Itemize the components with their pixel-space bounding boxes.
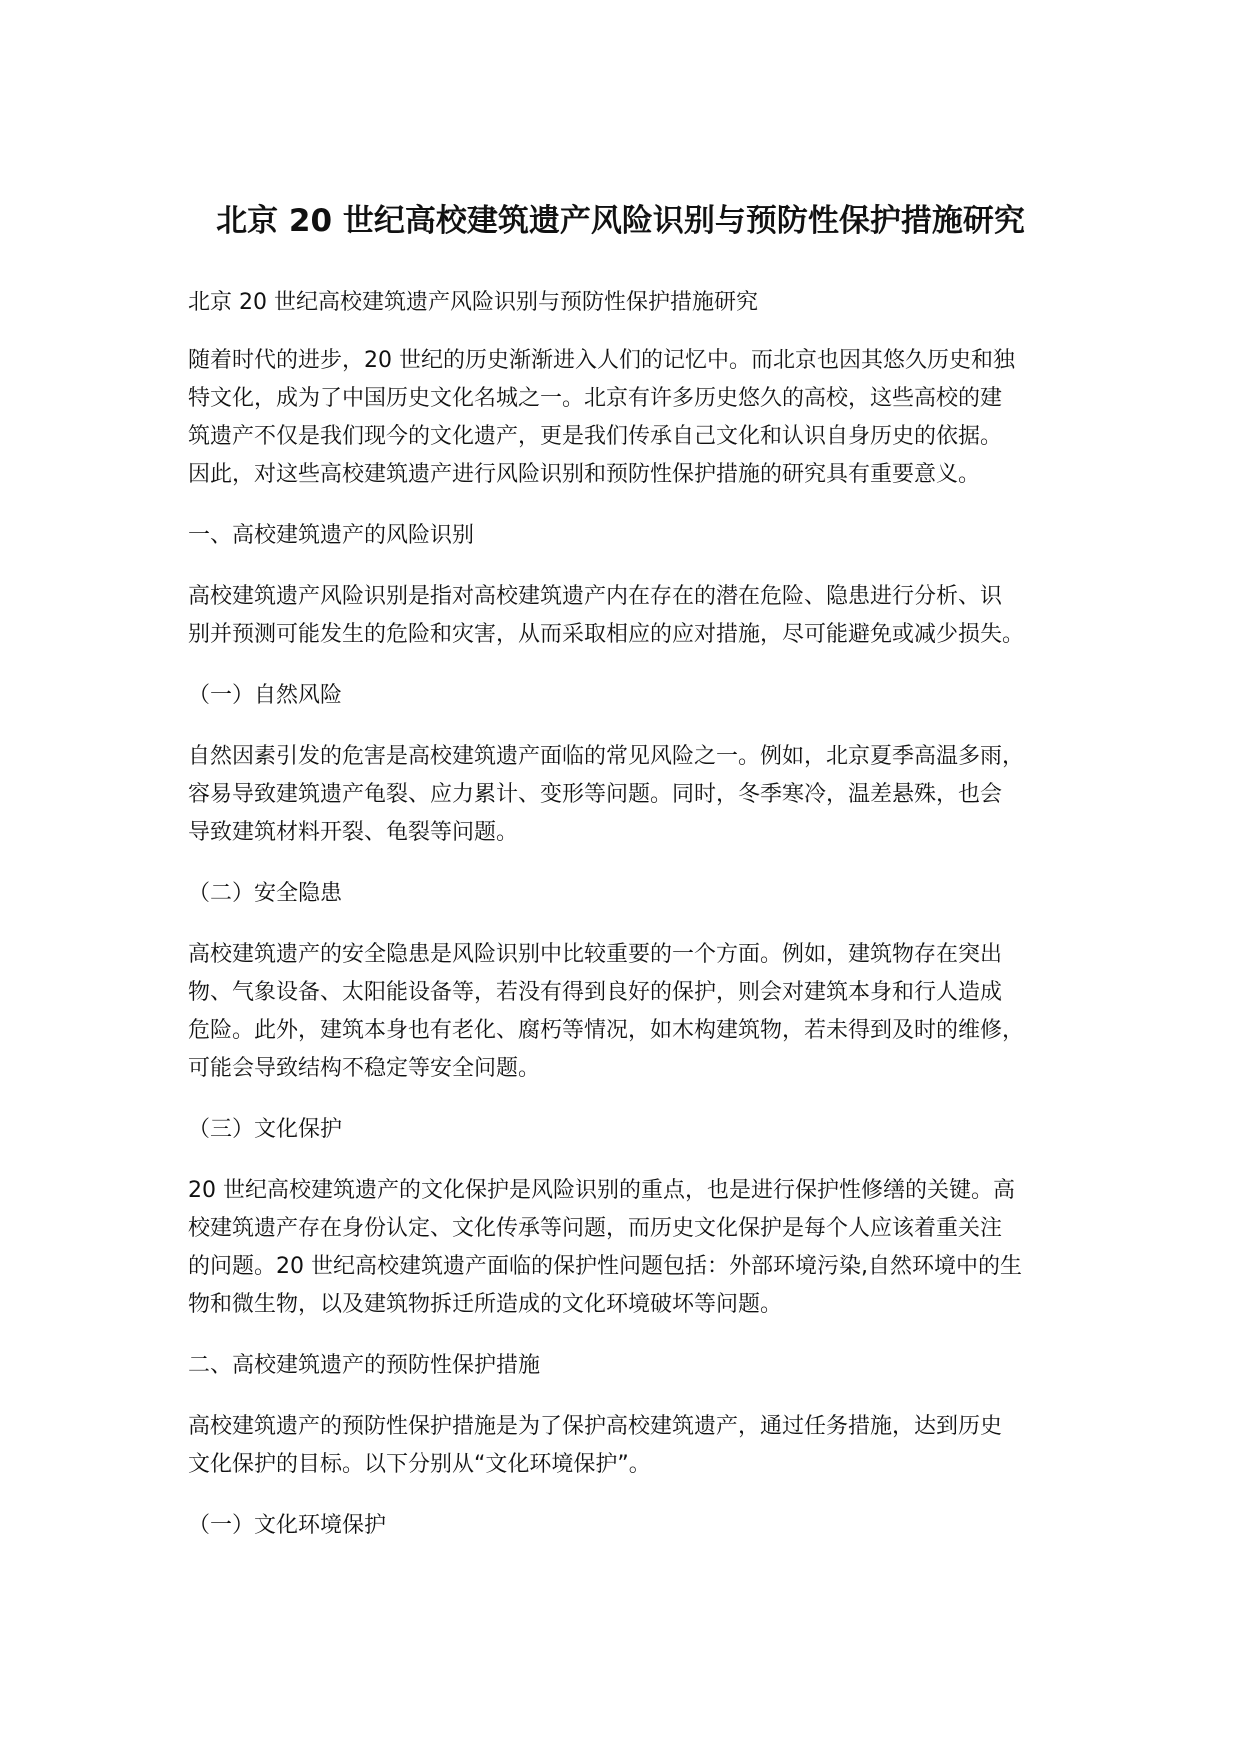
text-line: 北京 20 世纪高校建筑遗产风险识别与预防性保护措施研究 <box>188 290 758 315</box>
subsection-heading-natural-risk <box>188 677 1078 715</box>
text-line: 高校建筑遗产的预防性保护措施是为了保护高校建筑遗产，通过任务措施，达到历史 <box>188 1414 1003 1439</box>
text-line: 自然因素引发的危害是高校建筑遗产面临的常见风险之一。例如，北京夏季高温多雨， <box>188 744 1025 769</box>
intro-paragraph <box>188 342 1078 494</box>
heading-text: 一、高校建筑遗产的风险识别 <box>188 523 475 548</box>
document-title: 北京 20 世纪高校建筑遗产风险识别与预防性保护措施研究 <box>216 202 1025 239</box>
text-line: 校建筑遗产存在身份认定、文化传承等问题，而历史文化保护是每个人应该着重关注 <box>188 1216 1003 1241</box>
document-body <box>188 284 1078 1568</box>
text-line: 可能会导致结构不稳定等安全问题。 <box>188 1056 541 1081</box>
body-paragraph <box>188 578 1078 654</box>
text-line: 危险。此外，建筑本身也有老化、腐朽等情况，如木构建筑物，若未得到及时的维修， <box>188 1018 1025 1043</box>
subsection-heading-safety-hazards <box>188 875 1078 913</box>
heading-text: （二）安全隐患 <box>188 881 343 906</box>
text-line: 特文化，成为了中国历史文化名城之一。北京有许多历史悠久的高校，这些高校的建 <box>188 386 1003 411</box>
text-line: 文化保护的目标。以下分别从“文化环境保护”。 <box>188 1452 651 1477</box>
heading-text: （三）文化保护 <box>188 1117 343 1142</box>
text-line: 物、气象设备、太阳能设备等，若没有得到良好的保护，则会对建筑本身和行人造成 <box>188 980 1003 1005</box>
subsection-heading-cultural-environment <box>188 1507 1078 1545</box>
text-line: 导致建筑材料开裂、龟裂等问题。 <box>188 820 519 845</box>
body-paragraph <box>188 1172 1078 1324</box>
text-line: 因此，对这些高校建筑遗产进行风险识别和预防性保护措施的研究具有重要意义。 <box>188 462 981 487</box>
text-line: 高校建筑遗产的安全隐患是风险识别中比较重要的一个方面。例如，建筑物存在突出 <box>188 942 1003 967</box>
body-paragraph <box>188 936 1078 1088</box>
subsection-heading-cultural-protection <box>188 1111 1078 1149</box>
text-line: 随着时代的进步，20 世纪的历史渐渐进入人们的记忆中。而北京也因其悠久历史和独 <box>188 348 1015 373</box>
text-line: 物和微生物，以及建筑物拆迁所造成的文化环境破坏等问题。 <box>188 1292 783 1317</box>
text-line: 容易导致建筑遗产龟裂、应力累计、变形等问题。同时，冬季寒冷，温差悬殊，也会 <box>188 782 1003 807</box>
body-paragraph <box>188 738 1078 852</box>
text-line: 20 世纪高校建筑遗产的文化保护是风险识别的重点，也是进行保护性修缮的关键。高 <box>188 1178 1015 1203</box>
section-heading-1 <box>188 517 1078 555</box>
text-line: 的问题。20 世纪高校建筑遗产面临的保护性问题包括：外部环境污染,自然环境中的生 <box>188 1254 1022 1279</box>
text-line: 别并预测可能发生的危险和灾害，从而采取相应的应对措施，尽可能避免或减少损失。 <box>188 622 1025 647</box>
heading-text: 二、高校建筑遗产的预防性保护措施 <box>188 1353 541 1378</box>
section-heading-2 <box>188 1347 1078 1385</box>
heading-text: （一）文化环境保护 <box>188 1513 387 1538</box>
subtitle-paragraph <box>188 284 1078 322</box>
text-line: 高校建筑遗产风险识别是指对高校建筑遗产内在存在的潜在危险、隐患进行分析、识 <box>188 584 1003 609</box>
body-paragraph <box>188 1408 1078 1484</box>
text-line: 筑遗产不仅是我们现今的文化遗产，更是我们传承自己文化和认识自身历史的依据。 <box>188 424 1003 449</box>
heading-text: （一）自然风险 <box>188 683 343 708</box>
